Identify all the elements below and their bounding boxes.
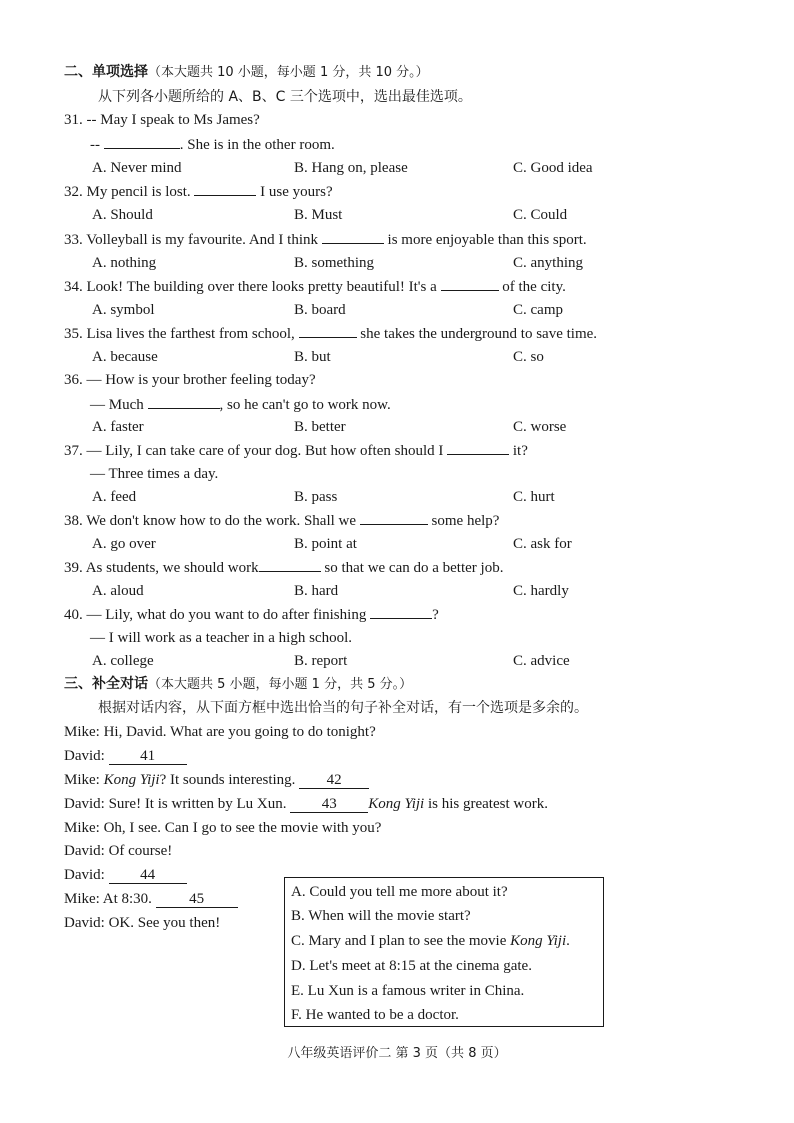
option-c: C. worse bbox=[513, 419, 567, 435]
question-number: 38. bbox=[64, 513, 83, 529]
option-text: . bbox=[566, 933, 570, 949]
option-a: A. symbol bbox=[92, 302, 155, 318]
option-c: C. anything bbox=[513, 255, 583, 271]
question-36-line2 bbox=[90, 394, 391, 415]
dialogue-blank-42[interactable]: 42 bbox=[299, 772, 369, 789]
question-37 bbox=[64, 440, 528, 461]
question-text: it? bbox=[509, 443, 528, 459]
option-b: B. hard bbox=[294, 583, 339, 599]
dialogue-line-3 bbox=[64, 770, 369, 790]
option-b: B. better bbox=[294, 419, 346, 435]
book-title: Kong Yiji bbox=[103, 772, 160, 788]
section-3-note: （本大题共 5 小题，每小题 1 分，共 5 分。） bbox=[148, 677, 413, 692]
question-number: 31. bbox=[64, 112, 83, 128]
question-39 bbox=[64, 557, 503, 578]
option-a: A. college bbox=[92, 653, 154, 669]
question-text: Look! The building over there looks pretty beautiful! It's a bbox=[86, 279, 441, 295]
question-text: . She is in the other room. bbox=[179, 137, 335, 153]
option-c: C. hardly bbox=[513, 583, 569, 599]
dialogue-line-4 bbox=[64, 794, 548, 814]
question-text: so that we can do a better job. bbox=[320, 560, 504, 576]
page-footer: 八年级英语评价二 第 3 页（共 8 页） bbox=[287, 1046, 507, 1061]
option-b: B. something bbox=[294, 255, 375, 271]
option-a: A. aloud bbox=[92, 583, 144, 599]
question-text: , so he can't go to work now. bbox=[219, 397, 391, 413]
option-a: A. Should bbox=[92, 207, 153, 223]
option-b: B. report bbox=[294, 653, 348, 669]
question-38 bbox=[64, 510, 499, 531]
dialogue-blank-45[interactable]: 45 bbox=[156, 891, 238, 908]
answer-blank[interactable] bbox=[148, 394, 220, 409]
section-2-header bbox=[64, 62, 429, 83]
answer-blank[interactable] bbox=[322, 229, 384, 244]
question-number: 34. bbox=[64, 279, 83, 295]
section-3-header bbox=[64, 674, 412, 695]
question-32 bbox=[64, 181, 333, 202]
question-33 bbox=[64, 229, 587, 250]
question-text: Volleyball is my favourite. And I think bbox=[86, 232, 322, 248]
box-option-f[interactable]: F. He wanted to be a doctor. bbox=[291, 1007, 459, 1023]
option-a: A. because bbox=[92, 349, 158, 365]
option-b: B. Hang on, please bbox=[294, 160, 408, 176]
dialogue-blank-43[interactable]: 43 bbox=[290, 796, 368, 813]
dialogue-line-9: David: OK. See you then! bbox=[64, 915, 221, 931]
answer-blank[interactable] bbox=[370, 604, 432, 619]
question-text: ? bbox=[432, 607, 439, 623]
question-text: -- bbox=[90, 137, 104, 153]
options-box bbox=[284, 877, 604, 1027]
dialogue-text: is his greatest work. bbox=[424, 796, 548, 812]
question-text: — Lily, I can take care of your dog. But how often should I bbox=[86, 443, 448, 459]
option-b: B. but bbox=[294, 349, 331, 365]
question-text: — Lily, what do you want to do after finishing bbox=[86, 607, 371, 623]
book-title: Kong Yiji bbox=[510, 933, 567, 949]
question-number: 39. bbox=[64, 560, 83, 576]
question-number: 37. bbox=[64, 443, 83, 459]
question-text: My pencil is lost. bbox=[86, 184, 195, 200]
section-2-title: 二、单项选择 bbox=[64, 64, 148, 80]
question-36 bbox=[64, 370, 316, 390]
dialogue-text: ? It sounds interesting. bbox=[159, 772, 300, 788]
question-number: 40. bbox=[64, 607, 83, 623]
question-text: — How is your brother feeling today? bbox=[86, 372, 316, 388]
question-35 bbox=[64, 323, 597, 344]
option-c: C. Could bbox=[513, 207, 568, 223]
section-2-instruction: 从下列各小题所给的 A、B、C 三个选项中，选出最佳选项。 bbox=[98, 89, 472, 105]
question-37-line2: — Three times a day. bbox=[90, 466, 219, 482]
question-text: I use yours? bbox=[256, 184, 333, 200]
option-c: C. camp bbox=[513, 302, 563, 318]
answer-blank[interactable] bbox=[259, 557, 321, 572]
box-option-a[interactable]: A. Could you tell me more about it? bbox=[291, 884, 508, 900]
question-text: some help? bbox=[427, 513, 500, 529]
dialogue-blank-41[interactable]: 41 bbox=[109, 748, 187, 765]
speaker: David: bbox=[64, 748, 109, 764]
dialogue-line-7 bbox=[64, 865, 187, 885]
box-option-e[interactable]: E. Lu Xun is a famous writer in China. bbox=[291, 983, 525, 999]
answer-blank[interactable] bbox=[299, 323, 357, 338]
question-number: 35. bbox=[64, 326, 83, 342]
option-c: C. Good idea bbox=[513, 160, 593, 176]
question-text: Lisa lives the farthest from school, bbox=[86, 326, 299, 342]
question-40 bbox=[64, 604, 439, 625]
option-text: C. Mary and I plan to see the movie bbox=[291, 933, 511, 949]
dialogue-text: David: Sure! It is written by Lu Xun. bbox=[64, 796, 291, 812]
dialogue-line-5: Mike: Oh, I see. Can I go to see the movie with you? bbox=[64, 820, 382, 836]
option-b: B. Must bbox=[294, 207, 343, 223]
section-2-note: （本大题共 10 小题，每小题 1 分，共 10 分。） bbox=[148, 65, 429, 80]
section-3-instruction: 根据对话内容，从下面方框中选出恰当的句子补全对话，有一个选项是多余的。 bbox=[98, 700, 588, 716]
option-c: C. advice bbox=[513, 653, 570, 669]
question-34 bbox=[64, 276, 566, 297]
option-a: A. go over bbox=[92, 536, 156, 552]
option-b: B. board bbox=[294, 302, 346, 318]
speaker: Mike: bbox=[64, 772, 104, 788]
question-text: is more enjoyable than this sport. bbox=[383, 232, 587, 248]
question-text: As students, we should work bbox=[85, 560, 259, 576]
option-c: C. ask for bbox=[513, 536, 572, 552]
question-number: 33. bbox=[64, 232, 83, 248]
answer-blank[interactable] bbox=[104, 134, 180, 149]
option-c: C. hurt bbox=[513, 489, 555, 505]
section-3-title: 三、补全对话 bbox=[64, 676, 148, 692]
option-a: A. nothing bbox=[92, 255, 157, 271]
book-title: Kong Yiji bbox=[368, 796, 425, 812]
option-b: B. point at bbox=[294, 536, 357, 552]
box-option-d[interactable]: D. Let's meet at 8:15 at the cinema gate. bbox=[291, 958, 532, 974]
dialogue-line-1: Mike: Hi, David. What are you going to do tonight? bbox=[64, 724, 376, 740]
question-31 bbox=[64, 110, 260, 130]
answer-blank[interactable] bbox=[194, 181, 256, 196]
question-text: of the city. bbox=[498, 279, 566, 295]
option-a: A. Never mind bbox=[92, 160, 182, 176]
dialogue-line-6: David: Of course! bbox=[64, 843, 173, 859]
answer-blank[interactable] bbox=[447, 440, 509, 455]
answer-blank[interactable] bbox=[360, 510, 428, 525]
speaker: David: bbox=[64, 867, 109, 883]
option-a: A. feed bbox=[92, 489, 137, 505]
question-text: she takes the underground to save time. bbox=[356, 326, 598, 342]
dialogue-blank-44[interactable]: 44 bbox=[109, 867, 187, 884]
box-option-c[interactable] bbox=[291, 931, 570, 951]
dialogue-text: Mike: At 8:30. bbox=[64, 891, 156, 907]
question-number: 32. bbox=[64, 184, 83, 200]
question-40-line2: — I will work as a teacher in a high school. bbox=[90, 630, 353, 646]
option-b: B. pass bbox=[294, 489, 338, 505]
question-text: We don't know how to do the work. Shall we bbox=[86, 513, 360, 529]
question-text: — Much bbox=[90, 397, 148, 413]
option-a: A. faster bbox=[92, 419, 144, 435]
box-option-b[interactable]: B. When will the movie start? bbox=[291, 908, 471, 924]
dialogue-line-8 bbox=[64, 889, 238, 909]
question-number: 36. bbox=[64, 372, 83, 388]
dialogue-line-2 bbox=[64, 746, 187, 766]
question-text: -- May I speak to Ms James? bbox=[86, 112, 260, 128]
question-31-line2 bbox=[90, 134, 335, 155]
answer-blank[interactable] bbox=[441, 276, 499, 291]
option-c: C. so bbox=[513, 349, 544, 365]
